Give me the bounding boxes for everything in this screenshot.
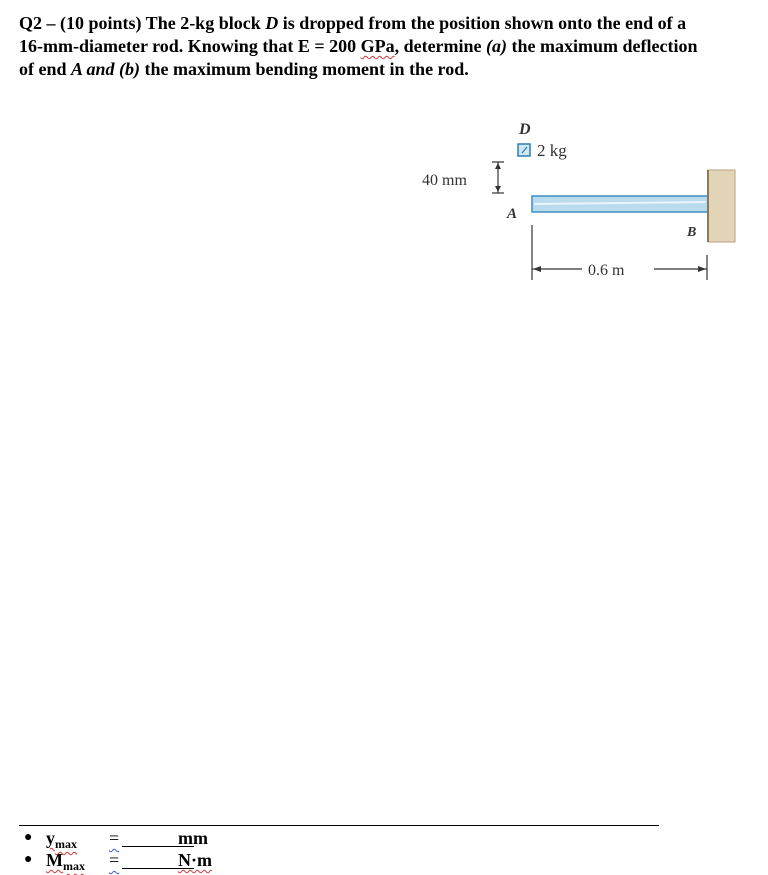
block-variable: D	[265, 13, 279, 33]
question-segment: the maximum deflection of end	[19, 36, 698, 79]
length-label: 0.6 m	[588, 262, 625, 279]
wall-support	[708, 170, 735, 242]
equals-sign: =	[109, 828, 120, 848]
question-text	[19, 12, 699, 81]
variable-subscript: max	[55, 837, 77, 851]
drop-height-dimension	[492, 162, 504, 193]
mass-label: 2 kg	[537, 141, 567, 160]
end-a-label: A	[507, 206, 518, 222]
part-a-label: (a)	[486, 36, 508, 56]
block-d-label: D	[519, 121, 531, 138]
answer-variable	[46, 850, 85, 871]
question-segment: , determine	[394, 36, 487, 56]
variable-subscript: max	[63, 859, 85, 873]
answer-variable	[46, 828, 77, 849]
question-segment: the maximum bending moment in the rod.	[140, 59, 469, 79]
equals-sign: =	[109, 850, 120, 870]
end-a-ref: A and	[71, 59, 115, 79]
drop-height-label: 40 mm	[422, 172, 467, 189]
part-b-label: (b)	[119, 59, 141, 79]
question-segment: is dropped from the position shown onto the end of a 16-mm-diameter rod. Knowing that E = 200	[19, 13, 687, 56]
variable-symbol: y	[46, 828, 55, 848]
unit-label: N·m	[178, 850, 212, 870]
bullet: ●	[24, 852, 33, 867]
cantilever-figure	[410, 110, 750, 295]
support-b-label: B	[687, 225, 697, 240]
bullet: ●	[24, 830, 33, 845]
variable-symbol: M	[46, 850, 63, 870]
answer-divider	[19, 825, 659, 826]
question-prefix: Q2 – (10 points) The 2-kg block	[19, 13, 266, 33]
gpa-unit: GPa	[360, 36, 395, 56]
unit-label: mm	[178, 828, 208, 848]
